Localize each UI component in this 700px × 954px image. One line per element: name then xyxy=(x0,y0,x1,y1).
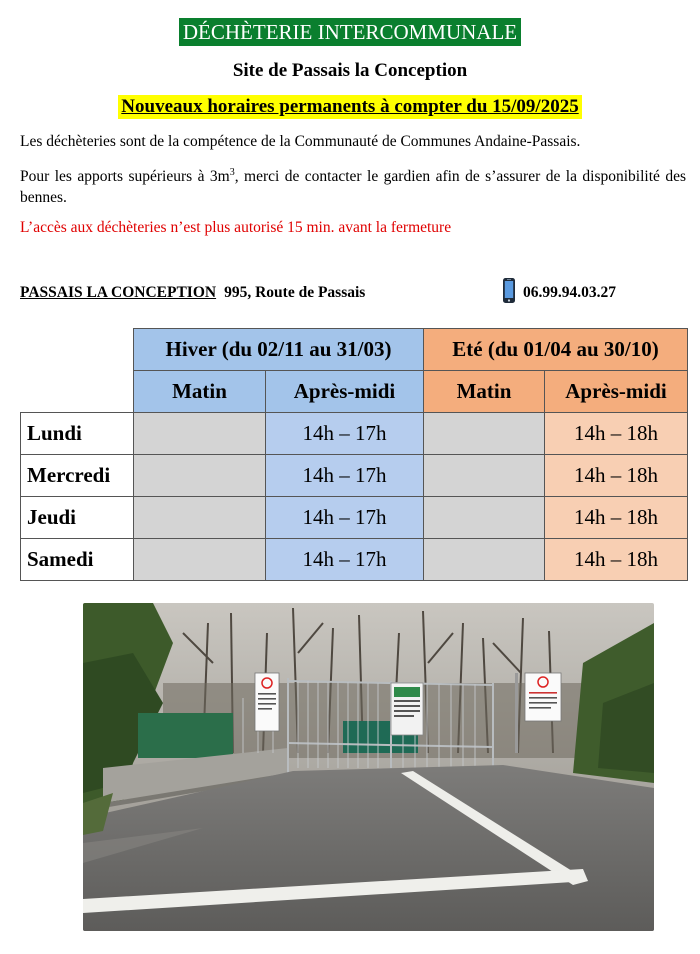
table-row xyxy=(21,497,688,539)
winter-morning-cell xyxy=(134,497,266,539)
competence-paragraph: Les déchèteries sont de la compétence de la Communauté de Communes Andaine-Passais. xyxy=(20,133,581,150)
table-row xyxy=(21,455,688,497)
summer-afternoon-cell: 14h – 18h xyxy=(545,455,688,497)
mobile-phone-icon xyxy=(494,276,524,306)
site-address: 995, Route de Passais xyxy=(224,284,366,301)
summer-season-header: Eté (du 01/04 au 30/10) xyxy=(424,329,688,371)
summer-morning-header: Matin xyxy=(424,371,545,413)
day-label: Samedi xyxy=(21,539,134,581)
winter-morning-cell xyxy=(134,455,266,497)
period-header-row xyxy=(21,371,688,413)
capacity-paragraph xyxy=(20,162,686,208)
banner-wrapper xyxy=(0,95,700,119)
title-wrapper xyxy=(0,18,700,46)
summer-morning-cell xyxy=(424,539,545,581)
season-header-row xyxy=(21,329,688,371)
table-row xyxy=(21,413,688,455)
winter-afternoon-cell: 14h – 17h xyxy=(266,455,424,497)
winter-afternoon-cell: 14h – 17h xyxy=(266,497,424,539)
phone-number[interactable]: 06.99.94.03.27 xyxy=(523,284,616,301)
summer-afternoon-cell: 14h – 18h xyxy=(545,539,688,581)
contact-line xyxy=(20,284,686,302)
corner-cell xyxy=(21,329,134,371)
summer-afternoon-cell: 14h – 18h xyxy=(545,413,688,455)
summer-morning-cell xyxy=(424,413,545,455)
access-warning: L’accès aux déchèteries n’est plus autorisé 15 min. avant la fermeture xyxy=(20,219,452,236)
winter-afternoon-header: Après-midi xyxy=(266,371,424,413)
summer-morning-cell xyxy=(424,497,545,539)
summer-afternoon-cell: 14h – 18h xyxy=(545,497,688,539)
corner-cell xyxy=(21,371,134,413)
winter-morning-header: Matin xyxy=(134,371,266,413)
summer-afternoon-header: Après-midi xyxy=(545,371,688,413)
site-subtitle: Site de Passais la Conception xyxy=(232,60,468,81)
capacity-text-start: Pour les apports supérieurs à 3m xyxy=(20,168,230,186)
winter-season-header: Hiver (du 02/11 au 31/03) xyxy=(134,329,424,371)
opening-hours-table xyxy=(20,328,688,581)
new-hours-banner: Nouveaux horaires permanents à compter du 15/09/2025 xyxy=(118,95,581,119)
winter-morning-cell xyxy=(134,539,266,581)
winter-afternoon-cell: 14h – 17h xyxy=(266,539,424,581)
page-title: DÉCHÈTERIE INTERCOMMUNALE xyxy=(179,18,521,46)
site-name: PASSAIS LA CONCEPTION xyxy=(20,284,217,301)
day-label: Lundi xyxy=(21,413,134,455)
winter-morning-cell xyxy=(134,413,266,455)
gate-photo-illustration xyxy=(83,603,654,931)
day-label: Jeudi xyxy=(21,497,134,539)
cubic-superscript: 3 xyxy=(229,167,235,178)
capacity-text-end: , merci de contacter le gardien afin de s’assurer de la disponibilité des bennes. xyxy=(20,168,686,207)
winter-afternoon-cell: 14h – 17h xyxy=(266,413,424,455)
site-entrance-photo xyxy=(83,603,654,931)
summer-morning-cell xyxy=(424,455,545,497)
day-label: Mercredi xyxy=(21,455,134,497)
table-row xyxy=(21,539,688,581)
